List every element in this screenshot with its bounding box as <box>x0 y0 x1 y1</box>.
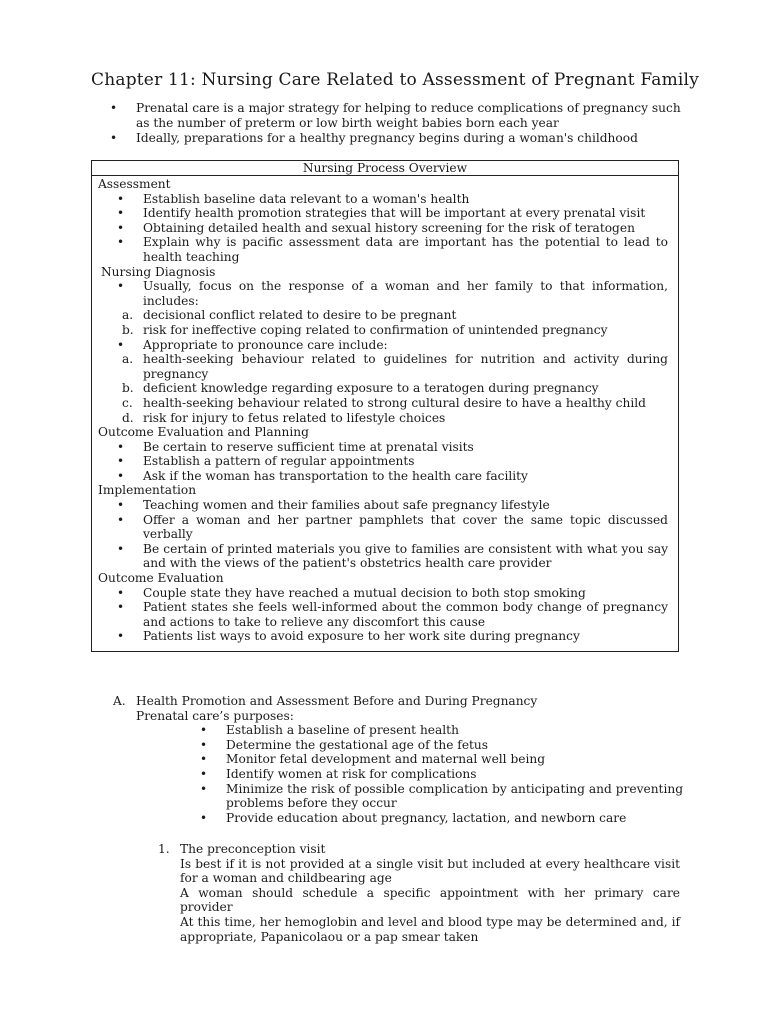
diagnosis-list-2 <box>143 338 668 353</box>
list-item: • Establish baseline data relevant to a woman's health <box>143 192 668 207</box>
sub-item <box>122 322 668 338</box>
list-item: • Obtaining detailed health and sexual history screening for the risk of teratogen <box>143 221 668 236</box>
intro-list <box>136 101 681 147</box>
sub-item-mark: a. <box>122 352 134 367</box>
sub-item-text: risk for injury to fetus related to lifestyle choices <box>143 410 446 425</box>
list-item: • Provide education about pregnancy, lactation, and newborn care <box>226 811 683 826</box>
sub-item-mark: c. <box>122 395 133 410</box>
table-body <box>92 176 678 644</box>
section-heading-assessment: Assessment <box>98 177 171 191</box>
sub-item-text: health-seeking behaviour related to strong cultural desire to have a healthy child <box>143 395 646 410</box>
list-item: • Be certain of printed materials you give to families are consistent with what you say and with the views of the patient's obstetrics health care provider <box>143 542 668 571</box>
list-item: • Patients list ways to avoid exposure to her work site during pregnancy <box>143 629 668 644</box>
preconception-title: The preconception visit <box>180 842 326 856</box>
list-item: • Explain why is pacific assessment data are important has the potential to lead to health teaching <box>143 235 668 264</box>
sub-item-text: deficient knowledge regarding exposure to a teratogen during pregnancy <box>143 381 599 396</box>
paragraph: Is best if it is not provided at a single visit but included at every healthcare visit for a woman and childbearing age <box>180 856 680 886</box>
section-a <box>113 694 683 825</box>
nursing-process-table <box>91 160 679 652</box>
table-title: Nursing Process Overview <box>92 161 678 176</box>
implementation-list <box>143 498 668 571</box>
section-a-mark: A. <box>113 694 126 708</box>
sub-item <box>122 381 668 396</box>
list-item: • Minimize the risk of possible complication by anticipating and preventing problems before they occur <box>226 782 683 811</box>
list-item: • Identify women at risk for complications <box>226 767 683 782</box>
paragraph: A woman should schedule a specific appointment with her primary care provider <box>180 885 680 915</box>
diagnosis-list <box>143 279 668 308</box>
chapter-title: Chapter 11: Nursing Care Related to Assessment of Pregnant Family <box>91 70 699 90</box>
list-item: • Establish a baseline of present health <box>226 723 683 738</box>
section-heading-planning: Outcome Evaluation and Planning <box>98 425 309 440</box>
list-item: • Patient states she feels well-informed about the common body change of pregnancy and actions to take to relieve any discomfort this cause <box>143 600 668 629</box>
section-a-title: Health Promotion and Assessment Before and During Pregnancy <box>136 694 538 708</box>
intro-bullet: • Prenatal care is a major strategy for helping to reduce complications of pregnancy such as the number of preterm or low birth weight babies born each year <box>136 101 681 130</box>
list-item: • Monitor fetal development and maternal well being <box>226 752 683 767</box>
sub-item-text: risk for ineffective coping related to confirmation of unintended pregnancy <box>143 322 608 337</box>
section-a-subheading: Prenatal care’s purposes: <box>136 708 294 723</box>
sub-item-mark: b. <box>122 322 134 337</box>
diagnosis-sublist-2 <box>122 352 668 425</box>
purposes-list <box>226 723 683 825</box>
list-item: • Appropriate to pronounce care include: <box>143 338 668 353</box>
list-item: • Couple state they have reached a mutual decision to both stop smoking <box>143 586 668 601</box>
list-item: • Offer a woman and her partner pamphlets that cover the same topic discussed verbally <box>143 513 668 542</box>
preconception-heading <box>158 842 680 857</box>
section-heading-evaluation: Outcome Evaluation <box>98 571 224 586</box>
list-item: • Determine the gestational age of the fetus <box>226 738 683 753</box>
list-item <box>143 279 668 308</box>
sub-item <box>122 308 668 323</box>
list-item: • Teaching women and their families about safe pregnancy lifestyle <box>143 498 668 513</box>
list-item: • Ask if the woman has transportation to the health care facility <box>143 469 668 484</box>
section-heading-diagnosis: Nursing Diagnosis <box>101 264 216 279</box>
sub-item-mark: b. <box>122 381 134 396</box>
evaluation-list <box>143 586 668 644</box>
intro-bullet: • Ideally, preparations for a healthy pregnancy begins during a woman's childhood <box>136 131 681 146</box>
sub-item-mark: d. <box>122 410 134 425</box>
sub-item-mark: a. <box>122 308 134 323</box>
preconception-mark: 1. <box>158 842 170 856</box>
sub-item-text: health-seeking behaviour related to guidelines for nutrition and activity during pregnancy <box>143 352 668 381</box>
preconception-section <box>158 842 680 944</box>
section-heading-implementation: Implementation <box>98 483 197 498</box>
list-item: • Establish a pattern of regular appointments <box>143 454 668 469</box>
assessment-list <box>143 192 668 265</box>
sub-item <box>122 352 668 381</box>
sub-item-text: decisional conflict related to desire to be pregnant <box>143 308 457 323</box>
diagnosis-sublist-1 <box>122 308 668 337</box>
paragraph: At this time, her hemoglobin and level and blood type may be determined and, if appropriate, Papanicolaou or a pap smear taken <box>180 914 680 944</box>
section-a-heading <box>113 694 683 709</box>
list-item: • Identify health promotion strategies that will be important at every prenatal visit <box>143 206 668 221</box>
list-item-text: Usually, focus on the response of a woman and her family to that information, includes: <box>143 279 668 308</box>
sub-item <box>122 410 668 426</box>
sub-item <box>122 395 668 411</box>
planning-list <box>143 440 668 484</box>
list-item: • Be certain to reserve sufficient time at prenatal visits <box>143 440 668 455</box>
